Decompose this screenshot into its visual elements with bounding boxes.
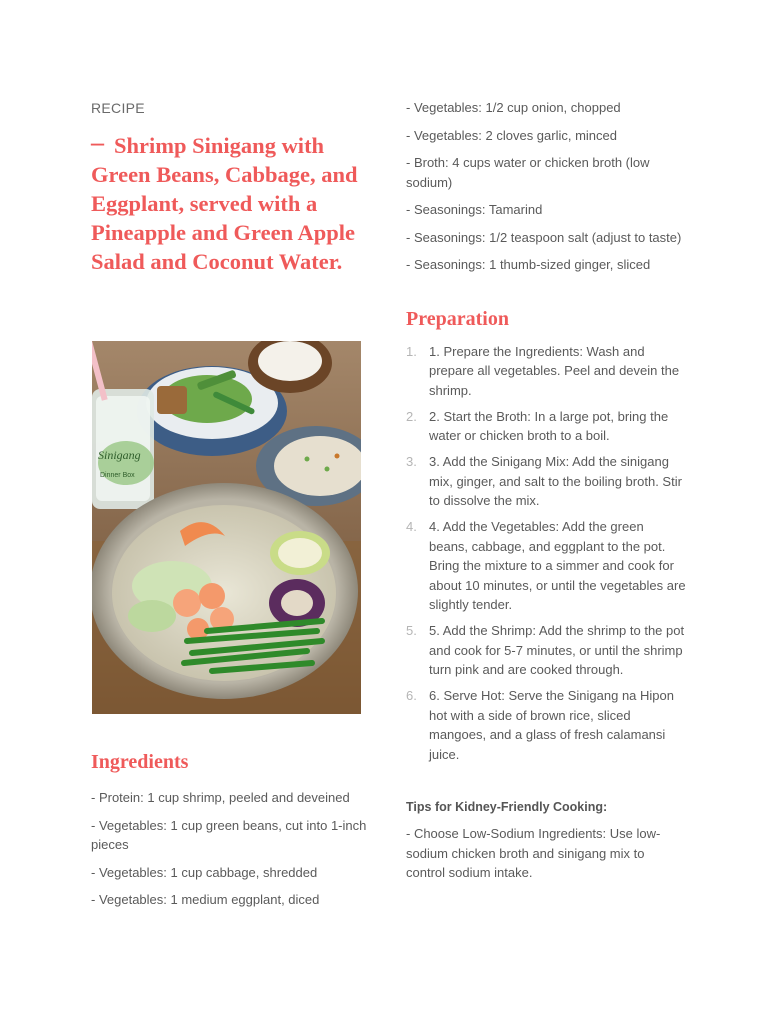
ingredients-list-continued xyxy=(406,98,686,275)
glass-label-1: Sinigang xyxy=(98,448,141,462)
list-item: - Vegetables: 2 cloves garlic, minced xyxy=(406,127,617,143)
step-text: 2. Start the Broth: In a large pot, bring the water or chicken broth to a boil. xyxy=(429,408,669,443)
preparation-heading: Preparation xyxy=(406,307,509,330)
list-item xyxy=(406,452,686,511)
ingredients-section xyxy=(91,749,371,918)
list-item: - Protein: 1 cup shrimp, peeled and deveined xyxy=(91,790,350,805)
step-text: 5. Add the Shrimp: Add the shrimp to the pot and cook for 5-7 minutes, or until the shrimp turn pink and are cooked through. xyxy=(429,623,685,677)
ingredients-heading: Ingredients xyxy=(91,751,189,773)
list-item: - Vegetables: 1 cup cabbage, shredded xyxy=(91,864,318,880)
list-item: - Broth: 4 cups water or chicken broth (low sodium) xyxy=(406,155,650,190)
step-number: 5. xyxy=(406,623,417,638)
step-number: 1. xyxy=(406,343,417,359)
list-item: - Vegetables: 1 cup green beans, cut into 1-inch pieces xyxy=(91,817,367,852)
step-number: 3. xyxy=(406,454,417,469)
list-item: - Seasonings: Tamarind xyxy=(406,202,543,217)
step-number: 4. xyxy=(406,519,417,534)
left-column xyxy=(91,98,371,276)
list-item: - Seasonings: 1 thumb-sized ginger, sliced xyxy=(406,257,651,272)
recipe-title xyxy=(91,128,371,276)
recipe-photo xyxy=(92,341,361,714)
ingredients-list xyxy=(91,788,371,910)
list-item: - Vegetables: 1 medium eggplant, diced xyxy=(91,892,320,907)
step-number: 6. xyxy=(406,688,417,703)
tips-text: - Choose Low-Sodium Ingredients: Use low-sodium chicken broth and sinigang mix to control sodium intake. xyxy=(406,826,661,880)
list-item: - Vegetables: 1/2 cup onion, chopped xyxy=(406,100,621,115)
recipe-title-text: Shrimp Sinigang with Green Beans, Cabbage, and Eggplant, served with a Pineapple and Green Apple Salad and Coconut Water. xyxy=(91,133,358,274)
step-number: 2. xyxy=(406,408,417,424)
step-text: 3. Add the Sinigang Mix: Add the sinigang mix, ginger, and salt to the boiling broth. Stir to dissolve the mix. xyxy=(429,454,682,508)
recipe-photo-illustration xyxy=(92,341,361,714)
preparation-steps xyxy=(406,342,686,765)
step-text: 4. Add the Vegetables: Add the green beans, cabbage, and eggplant to the pot. Bring the mixture to a simmer and cook for about 10 minutes, or until the vegetables are slightly tender. xyxy=(429,519,686,612)
recipe-eyebrow: RECIPE xyxy=(91,100,145,116)
tips-heading: Tips for Kidney-Friendly Cooking: xyxy=(406,800,608,814)
list-item xyxy=(406,342,686,401)
glass-label-2: Dinner Box xyxy=(100,472,135,479)
step-text: 1. Prepare the Ingredients: Wash and prepare all vegetables. Peel and devein the shrimp. xyxy=(429,343,680,398)
step-text: 6. Serve Hot: Serve the Sinigang na Hipon hot with a side of brown rice, sliced mangoes, and a glass of fresh calamansi juice. xyxy=(429,688,674,762)
list-item xyxy=(406,686,686,764)
list-item xyxy=(406,517,686,615)
list-item xyxy=(406,621,686,680)
list-item xyxy=(406,407,686,446)
list-item: - Seasonings: 1/2 teaspoon salt (adjust to taste) xyxy=(406,229,682,245)
title-dash: – xyxy=(91,128,104,157)
right-column xyxy=(406,98,686,883)
